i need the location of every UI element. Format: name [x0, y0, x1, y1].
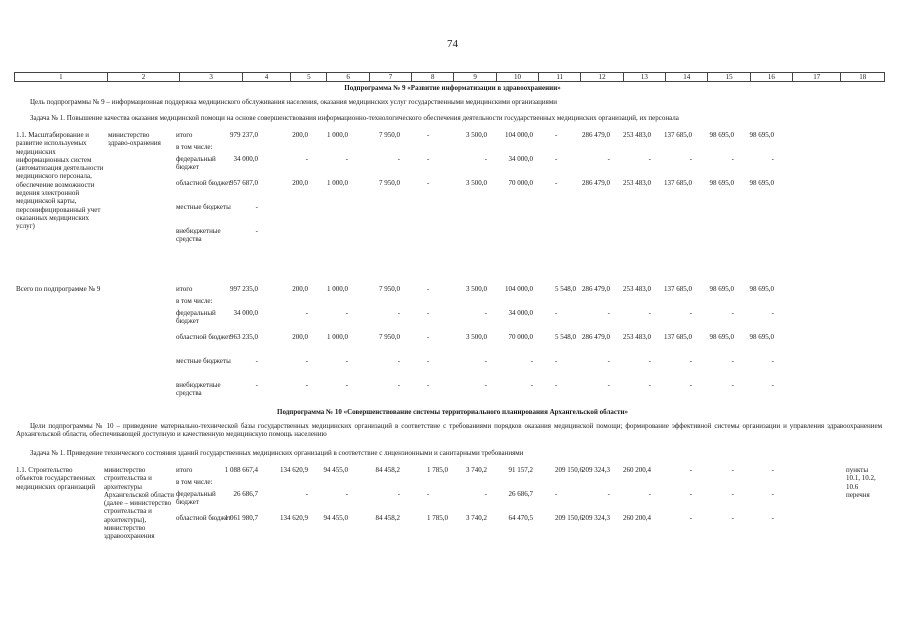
- value-cell: -: [484, 309, 487, 317]
- value-cell: 1 000,0: [327, 285, 348, 293]
- value-cell: -: [731, 381, 734, 389]
- row-label: в том числе:: [176, 478, 213, 486]
- measure-10-1-name: 1.1. Строительство объектов государственных медицинских организаций: [16, 466, 96, 491]
- row-label: областной бюджет: [176, 179, 232, 187]
- value-cell: 209 324,3: [582, 514, 610, 522]
- value-cell: -: [648, 309, 651, 317]
- value-cell: 84 458,2: [375, 514, 400, 522]
- value-cell: -: [771, 357, 774, 365]
- row-label: итого: [176, 285, 193, 293]
- value-cell: -: [427, 179, 430, 187]
- column-number-13: 13: [623, 73, 665, 82]
- column-number-12: 12: [581, 73, 623, 82]
- column-number-2: 2: [107, 73, 180, 82]
- value-cell: 26 686,7: [233, 490, 258, 498]
- value-cell: -: [607, 155, 610, 163]
- value-cell: -: [731, 490, 734, 498]
- subprogram-9-total-name: Всего по подпрограмме № 9: [16, 285, 101, 293]
- value-cell: -: [427, 490, 430, 498]
- value-cell: -: [345, 309, 348, 317]
- value-cell: 200,0: [292, 179, 308, 187]
- subprogram-9-title: Подпрограмма № 9 «Развитие информатизации в здравоохранении»: [344, 84, 561, 92]
- value-cell: 1 785,0: [427, 466, 448, 474]
- value-cell: 209 150,6: [555, 466, 583, 474]
- value-cell: -: [689, 309, 692, 317]
- value-cell: -: [484, 490, 487, 498]
- row-label: местные бюджеты: [176, 203, 231, 211]
- value-cell: -: [689, 490, 692, 498]
- value-cell: 253 483,0: [623, 131, 651, 139]
- value-cell: 209 324,3: [582, 466, 610, 474]
- column-number-11: 11: [539, 73, 581, 82]
- value-cell: 3 740,2: [466, 514, 487, 522]
- value-cell: -: [607, 309, 610, 317]
- value-cell: 7 950,0: [379, 285, 400, 293]
- value-cell: -: [397, 381, 400, 389]
- value-cell: 98 695,0: [709, 285, 734, 293]
- subprogram-9-goal: Цель подпрограммы № 9 – информационная поддержка медицинского обслуживания населения, оказания медицинских услуг государственными медицинскими организациями: [30, 98, 558, 106]
- value-cell: -: [255, 381, 258, 389]
- value-cell: -: [648, 357, 651, 365]
- value-cell: -: [345, 357, 348, 365]
- value-cell: 94 455,0: [323, 514, 348, 522]
- value-cell: -: [771, 155, 774, 163]
- value-cell: 253 483,0: [623, 333, 651, 341]
- value-cell: -: [731, 514, 734, 522]
- value-cell: -: [771, 514, 774, 522]
- column-number-15: 15: [708, 73, 750, 82]
- value-cell: -: [427, 155, 430, 163]
- value-cell: 64 470,5: [508, 514, 533, 522]
- value-cell: 200,0: [292, 285, 308, 293]
- value-cell: 34 000,0: [508, 155, 533, 163]
- column-number-header: [14, 72, 885, 82]
- measure-9-1-executor: министерство здраво-охранения: [108, 131, 161, 148]
- value-cell: 104 000,0: [505, 131, 533, 139]
- value-cell: -: [484, 357, 487, 365]
- value-cell: -: [648, 155, 651, 163]
- subprogram-10-goal: Цели подпрограммы № 10 – приведение материально-технической базы государственных медицинских организаций в соответствие с требованиями порядков оказания медицинской помощи; формирование эффективной системы организации и управления здравоохранением Архангельской области, обеспечивающей доступную и качественную медицинскую помощь населению: [16, 422, 882, 439]
- value-cell: -: [731, 155, 734, 163]
- value-cell: -: [397, 357, 400, 365]
- value-cell: -: [427, 357, 430, 365]
- value-cell: -: [427, 333, 430, 341]
- value-cell: -: [345, 381, 348, 389]
- value-cell: 3 740,2: [466, 466, 487, 474]
- value-cell: 98 695,0: [709, 333, 734, 341]
- value-cell: -: [305, 155, 308, 163]
- row-label: областной бюджет: [176, 333, 232, 341]
- value-cell: -: [305, 357, 308, 365]
- subprogram-10-title: Подпрограмма № 10 «Совершенствование системы территориального планирования Архангельской области»: [277, 408, 628, 416]
- value-cell: 286 479,0: [582, 285, 610, 293]
- value-cell: 94 455,0: [323, 466, 348, 474]
- value-cell: 34 000,0: [233, 155, 258, 163]
- value-cell: -: [771, 309, 774, 317]
- value-cell: -: [397, 309, 400, 317]
- value-cell: -: [607, 381, 610, 389]
- row-label: итого: [176, 466, 193, 474]
- value-cell: 200,0: [292, 333, 308, 341]
- value-cell: 137 685,0: [664, 285, 692, 293]
- value-cell: 260 200,4: [623, 466, 651, 474]
- column-number-3: 3: [180, 73, 243, 82]
- row-label: в том числе:: [176, 297, 213, 305]
- row-label: областной бюджет: [176, 514, 232, 522]
- value-cell: 260 200,4: [623, 514, 651, 522]
- value-cell: 5 548,0: [555, 333, 576, 341]
- value-cell: -: [689, 381, 692, 389]
- column-number-7: 7: [369, 73, 411, 82]
- value-cell: 91 157,2: [508, 466, 533, 474]
- value-cell: 1 088 667,4: [224, 466, 258, 474]
- value-cell: -: [397, 490, 400, 498]
- value-cell: -: [731, 466, 734, 474]
- value-cell: 137 685,0: [664, 131, 692, 139]
- value-cell: 3 500,0: [466, 285, 487, 293]
- value-cell: 3 500,0: [466, 131, 487, 139]
- subprogram-10-task: Задача № 1. Приведение технического состояния зданий государственных медицинских организаций в соответствие с лицензионными и санитарными требованиями: [30, 449, 524, 457]
- value-cell: 98 695,0: [709, 131, 734, 139]
- value-cell: 1 061 980,7: [224, 514, 258, 522]
- value-cell: -: [771, 490, 774, 498]
- value-cell: -: [555, 131, 558, 139]
- value-cell: 1 000,0: [327, 333, 348, 341]
- value-cell: 134 620,9: [280, 466, 308, 474]
- row-label: итого: [176, 131, 193, 139]
- value-cell: -: [689, 514, 692, 522]
- value-cell: -: [555, 490, 558, 498]
- row-label: в том числе:: [176, 143, 213, 151]
- value-cell: 34 000,0: [233, 309, 258, 317]
- value-cell: -: [731, 357, 734, 365]
- value-cell: -: [484, 155, 487, 163]
- value-cell: 3 500,0: [466, 179, 487, 187]
- value-cell: 137 685,0: [664, 333, 692, 341]
- column-number-5: 5: [291, 73, 327, 82]
- value-cell: -: [689, 155, 692, 163]
- row-label: федеральный бюджет: [176, 490, 216, 507]
- value-cell: -: [427, 309, 430, 317]
- column-number-17: 17: [793, 73, 841, 82]
- value-cell: 98 695,0: [749, 333, 774, 341]
- value-cell: 286 479,0: [582, 179, 610, 187]
- value-cell: 26 686,7: [508, 490, 533, 498]
- value-cell: 7 950,0: [379, 333, 400, 341]
- value-cell: 253 483,0: [623, 179, 651, 187]
- value-cell: -: [345, 155, 348, 163]
- value-cell: -: [305, 381, 308, 389]
- value-cell: 70 000,0: [508, 333, 533, 341]
- column-number-4: 4: [242, 73, 290, 82]
- value-cell: 286 479,0: [582, 333, 610, 341]
- column-number-10: 10: [496, 73, 538, 82]
- value-cell: -: [607, 490, 610, 498]
- value-cell: -: [555, 179, 558, 187]
- column-number-16: 16: [750, 73, 792, 82]
- value-cell: -: [555, 309, 558, 317]
- value-cell: -: [427, 131, 430, 139]
- measure-9-1-name: 1.1. Масштабирование и развитие используемых медицинских информационных систем (автоматизация деятельности медицинского персонала, обеспечение возможности ведения электронной медицинской карты, персонифицированный учет оказанных медицинских услуг): [16, 131, 104, 231]
- row-label: внебюджетные средства: [176, 227, 221, 244]
- value-cell: 963 235,0: [230, 333, 258, 341]
- value-cell: -: [555, 357, 558, 365]
- value-cell: -: [731, 309, 734, 317]
- value-cell: -: [427, 381, 430, 389]
- column-number-18: 18: [841, 73, 885, 82]
- row-label: федеральный бюджет: [176, 309, 216, 326]
- value-cell: -: [305, 490, 308, 498]
- value-cell: 979 237,0: [230, 131, 258, 139]
- value-cell: 104 000,0: [505, 285, 533, 293]
- value-cell: 137 685,0: [664, 179, 692, 187]
- subprogram-9-task: Задача № 1. Повышение качества оказания медицинской помощи на основе совершенствования информационно-технологического обеспечения деятельности государственных медицинских организаций, их персонала: [30, 114, 679, 122]
- value-cell: -: [771, 466, 774, 474]
- column-number-1: 1: [15, 73, 108, 82]
- measure-10-1-indicators: пункты 10.1, 10.2, 10.6 перечня: [846, 466, 876, 499]
- value-cell: -: [345, 490, 348, 498]
- column-number-6: 6: [327, 73, 369, 82]
- page-number: 74: [447, 38, 458, 50]
- measure-10-1-executor: министерство строительства и архитектуры Архангельской области (далее – министерство строительства и архитектуры), министерство здравоохранения: [104, 466, 174, 541]
- row-label: федеральный бюджет: [176, 155, 216, 172]
- value-cell: 253 483,0: [623, 285, 651, 293]
- value-cell: -: [530, 357, 533, 365]
- value-cell: 200,0: [292, 131, 308, 139]
- value-cell: 286 479,0: [582, 131, 610, 139]
- value-cell: 3 500,0: [466, 333, 487, 341]
- value-cell: 1 785,0: [427, 514, 448, 522]
- value-cell: -: [607, 357, 610, 365]
- value-cell: -: [305, 309, 308, 317]
- value-cell: 98 695,0: [749, 131, 774, 139]
- value-cell: 997 235,0: [230, 285, 258, 293]
- value-cell: -: [555, 155, 558, 163]
- value-cell: -: [689, 357, 692, 365]
- value-cell: 7 950,0: [379, 131, 400, 139]
- value-cell: -: [771, 381, 774, 389]
- value-cell: 34 000,0: [508, 309, 533, 317]
- value-cell: -: [484, 381, 487, 389]
- value-cell: -: [555, 381, 558, 389]
- value-cell: 957 687,0: [230, 179, 258, 187]
- value-cell: 98 695,0: [749, 285, 774, 293]
- value-cell: 98 695,0: [749, 179, 774, 187]
- column-number-9: 9: [454, 73, 496, 82]
- row-label: местные бюджеты: [176, 357, 231, 365]
- value-cell: -: [530, 381, 533, 389]
- value-cell: 1 000,0: [327, 131, 348, 139]
- column-number-8: 8: [412, 73, 454, 82]
- row-label: внебюджетные средства: [176, 381, 221, 398]
- value-cell: 209 150,6: [555, 514, 583, 522]
- value-cell: 134 620,9: [280, 514, 308, 522]
- value-cell: 98 695,0: [709, 179, 734, 187]
- value-cell: 1 000,0: [327, 179, 348, 187]
- value-cell: 7 950,0: [379, 179, 400, 187]
- value-cell: -: [397, 155, 400, 163]
- value-cell: 84 458,2: [375, 466, 400, 474]
- value-cell: -: [255, 203, 258, 211]
- value-cell: -: [689, 466, 692, 474]
- value-cell: -: [255, 357, 258, 365]
- column-number-14: 14: [666, 73, 708, 82]
- value-cell: 70 000,0: [508, 179, 533, 187]
- value-cell: -: [648, 381, 651, 389]
- value-cell: -: [427, 285, 430, 293]
- value-cell: 5 548,0: [555, 285, 576, 293]
- value-cell: -: [255, 227, 258, 235]
- value-cell: -: [648, 490, 651, 498]
